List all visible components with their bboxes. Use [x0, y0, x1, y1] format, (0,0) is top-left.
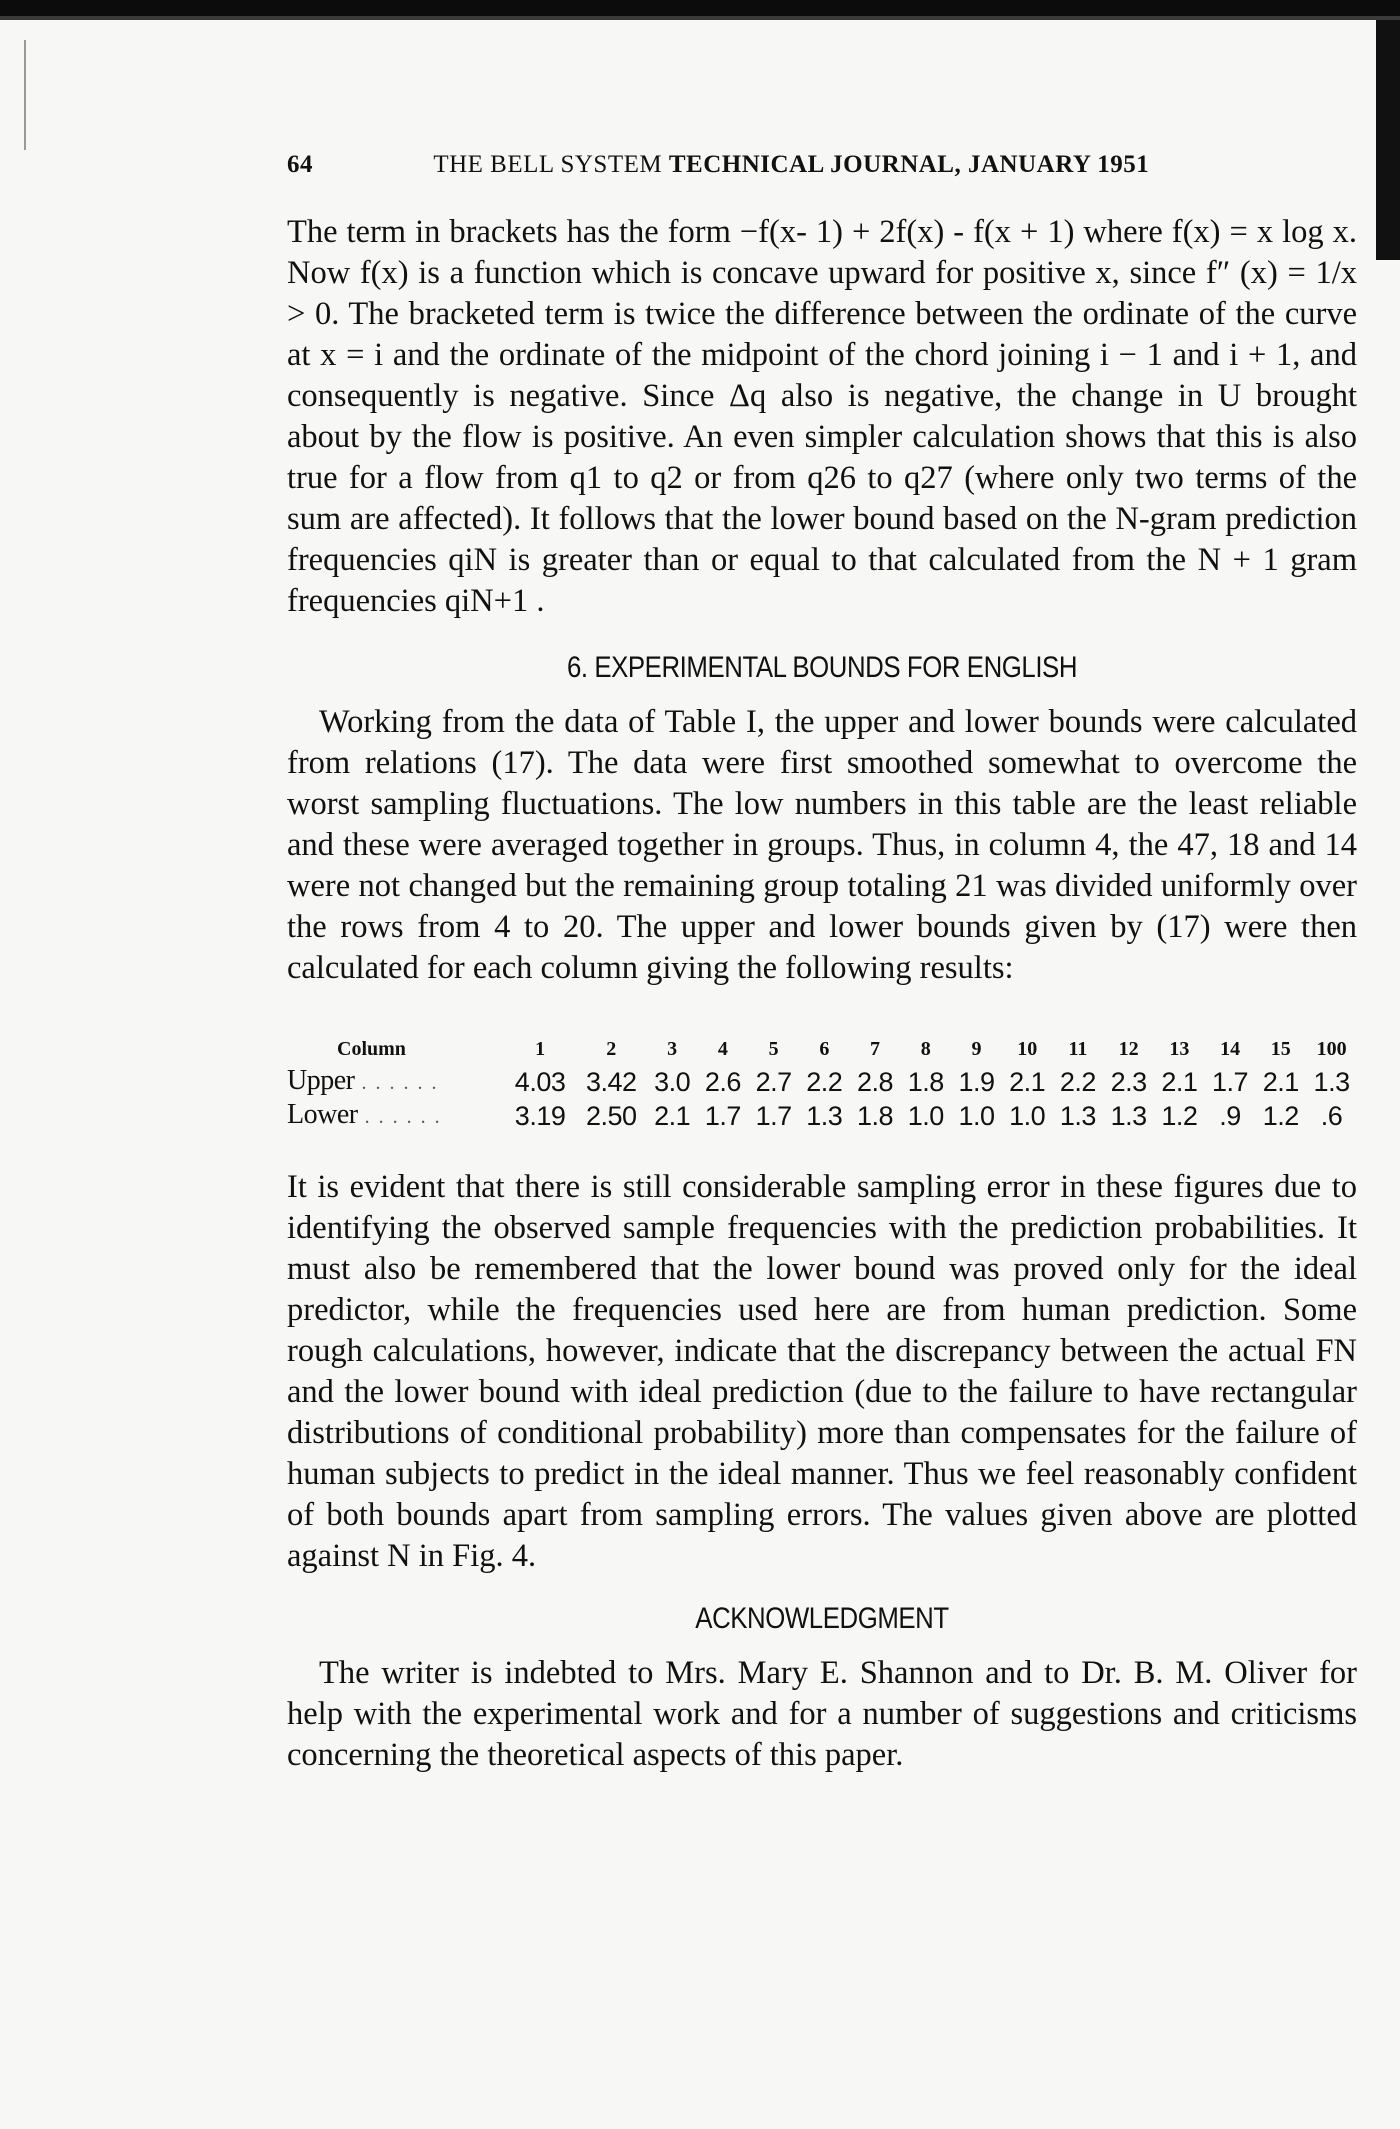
scan-border-right: [1370, 20, 1400, 260]
table-cell: 1.3: [1059, 1100, 1096, 1131]
table-header-row: [287, 1033, 1357, 1065]
row-label: [287, 1065, 505, 1099]
table-cell: 1.7: [755, 1100, 792, 1131]
table-body: [287, 1065, 1357, 1133]
table-cell: 1.7: [1212, 1066, 1249, 1097]
table-row: [287, 1065, 1357, 1099]
table-cell: 1.8: [857, 1100, 894, 1131]
table-cell: .9: [1219, 1100, 1241, 1131]
journal-page: [287, 140, 1357, 1776]
table-cell: 2.1: [1262, 1066, 1299, 1097]
scan-border-top: [0, 0, 1400, 30]
column-header: 2: [606, 1037, 617, 1060]
leader-dots: . . . . . .: [354, 1072, 439, 1094]
table-cell: .6: [1320, 1100, 1343, 1131]
table-cell: 2.3: [1110, 1066, 1147, 1097]
table-cell: 1.0: [1009, 1100, 1046, 1131]
table-cell: 1.2: [1262, 1100, 1299, 1131]
table-cell: 3.19: [514, 1100, 566, 1131]
table-cell: 2.7: [755, 1066, 792, 1097]
column-header-label: Column: [337, 1037, 406, 1060]
table-cell: 2.8: [857, 1066, 894, 1097]
column-header: 12: [1118, 1037, 1139, 1060]
scan-mark-left: [24, 40, 26, 150]
row-label-text: Lower: [287, 1099, 358, 1130]
section-heading-acknowledgment: ACKNOWLEDGMENT: [695, 1602, 949, 1635]
paragraph-flow-proof: The term in brackets has the form −f(x- 1) + 2f(x) - f(x + 1) where f(x) = x log x. Now f(x) is a function which is concave upward for positive x, since f″ (x) = 1/x > 0. The bracketed term is twice the difference between the ordinate of the curve at x = i and the ordinate of the midpoint of the chord joining i − 1 and i + 1, and consequently is negative. Since Δq also is negative, the change in U brought about by the flow is positive. An even simpler calculation shows that this is also true for a flow from q1 to q2 or from q26 to q27 (where only two terms of the sum are affected). It follows that the lower bound based on the N-gram prediction frequencies qiN is greater than or equal to that calculated from the N + 1 gram frequencies qiN+1 .: [287, 214, 1357, 619]
column-header: 1: [535, 1037, 546, 1060]
column-header: 15: [1270, 1037, 1291, 1060]
row-label-text: Upper: [287, 1065, 355, 1096]
table-cell: 1.0: [907, 1100, 944, 1131]
paragraph-acknowledgment: The writer is indebted to Mrs. Mary E. Shannon and to Dr. B. M. Oliver for help with the experimental work and for a number of suggestions and criticisms concerning the theoretical aspects of this paper.: [287, 1655, 1357, 1773]
row-label: [287, 1099, 505, 1133]
table-cell: 1.9: [958, 1066, 995, 1097]
table-cell: 1.2: [1161, 1100, 1198, 1131]
table-cell: 2.1: [1161, 1066, 1198, 1097]
column-header: 100: [1316, 1037, 1347, 1060]
table-cell: 2.1: [1009, 1066, 1046, 1097]
table-cell: 1.3: [1110, 1100, 1147, 1131]
table-row: [287, 1099, 1357, 1133]
table-cell: 1.3: [1313, 1066, 1350, 1097]
section-heading-experimental-bounds: 6. EXPERIMENTAL BOUNDS FOR ENGLISH: [566, 651, 1078, 684]
table-cell: 1.3: [806, 1100, 843, 1131]
table-cell: 2.6: [704, 1066, 741, 1097]
table-cell: 2.2: [806, 1066, 843, 1097]
column-header: 10: [1017, 1037, 1038, 1060]
paragraph-sampling-error: It is evident that there is still considerable sampling error in these figures due to identifying the observed sample frequencies with the prediction probabilities. It must also be remembered that the lower bound was proved only for the ideal predictor, while the frequencies used here are from human prediction. Some rough calculations, however, indicate that the discrepancy between the actual FN and the lower bound with ideal prediction (due to the failure to have rectangular distributions of conditional probability) more than compensates for the failure of human subjects to predict in the ideal manner. Thus we feel reasonably confident of both bounds apart from sampling errors. The values given above are plotted against N in Fig. 4.: [287, 1169, 1357, 1574]
table-cell: 2.2: [1059, 1066, 1096, 1097]
table-cell: 4.03: [514, 1066, 566, 1097]
table-cell: 2.50: [585, 1100, 637, 1131]
column-header: 4: [717, 1037, 728, 1060]
leader-dots: . . . . . .: [357, 1106, 442, 1128]
column-header: 14: [1220, 1037, 1241, 1060]
paragraph-working-from-table: Working from the data of Table I, the upper and lower bounds were calculated from relations (17). The data were first smoothed somewhat to overcome the worst sampling fluctuations. The low numbers in this table are the least reliable and these were averaged together in groups. Thus, in column 4, the 47, 18 and 14 were not changed but the remaining group totaling 21 was divided uniformly over the rows from 4 to 20. The upper and lower bounds given by (17) were then calculated for each column giving the following results:: [287, 704, 1357, 986]
column-header: 5: [768, 1037, 779, 1060]
column-header: 9: [971, 1037, 982, 1060]
column-header: 11: [1068, 1037, 1088, 1060]
bounds-table: [287, 1033, 1357, 1133]
table-cell: 3.0: [654, 1066, 691, 1097]
table-cell: 1.7: [704, 1100, 741, 1131]
column-header: 7: [870, 1037, 881, 1060]
table-cell: 3.42: [585, 1066, 637, 1097]
column-header: 3: [667, 1037, 678, 1060]
table-cell: 1.8: [907, 1066, 944, 1097]
column-header: 8: [920, 1037, 931, 1060]
page-number: 64: [287, 151, 313, 178]
running-header: [287, 140, 1357, 190]
journal-title: THE BELL SYSTEM TECHNICAL JOURNAL, JANUARY 1951: [433, 151, 1150, 178]
table-cell: 2.1: [654, 1100, 691, 1131]
table-cell: 1.0: [958, 1100, 995, 1131]
column-header: 6: [819, 1037, 830, 1060]
column-header: 13: [1169, 1037, 1190, 1060]
